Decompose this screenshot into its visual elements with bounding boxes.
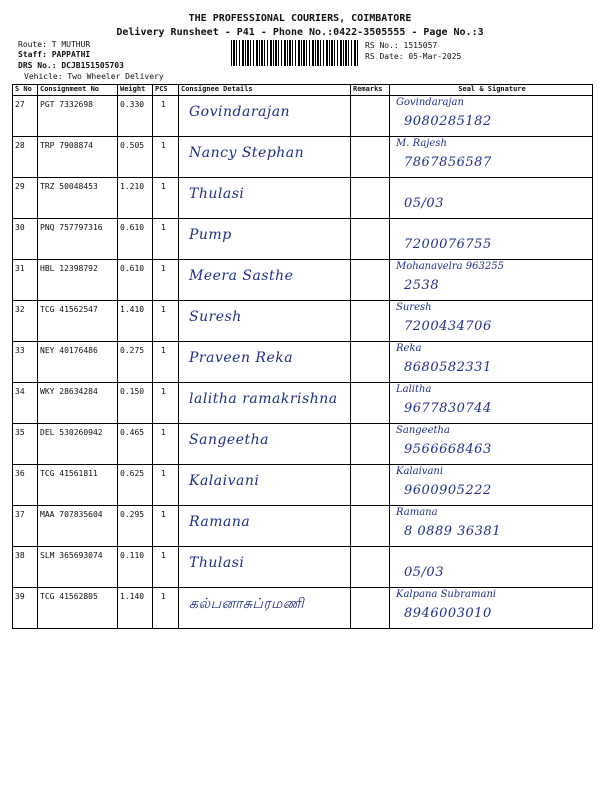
consignment-cell: PNQ 757797316 xyxy=(38,219,118,260)
pcs-cell: 1 xyxy=(153,301,179,342)
consignment-cell: NEY 40176486 xyxy=(38,342,118,383)
remarks-cell xyxy=(351,260,390,301)
sno-cell: 34 xyxy=(13,383,38,424)
signature-phone: 8680582331 xyxy=(404,360,492,375)
remarks-cell xyxy=(351,96,390,137)
consignee-name: Nancy Stephan xyxy=(189,145,305,161)
pcs-cell: 1 xyxy=(153,342,179,383)
pcs-cell: 1 xyxy=(153,96,179,137)
signature-text: M. Rajesh xyxy=(396,138,447,149)
consignment-cell: TCG 41562805 xyxy=(38,588,118,629)
table-row xyxy=(13,342,593,383)
signature-text: Lalitha xyxy=(396,384,432,395)
col-seal-signature: Seal & Signature xyxy=(390,85,593,96)
col-sno: S No xyxy=(13,85,38,96)
consignee-name: Thulasi xyxy=(189,555,245,571)
signature-text: Suresh xyxy=(396,302,432,313)
sno-cell: 27 xyxy=(13,96,38,137)
consignment-cell: PGT 7332698 xyxy=(38,96,118,137)
signature-cell xyxy=(390,219,593,260)
signature-phone: 05/03 xyxy=(404,565,444,580)
sno-cell: 29 xyxy=(13,178,38,219)
sno-cell: 38 xyxy=(13,547,38,588)
sno-cell: 37 xyxy=(13,506,38,547)
signature-cell xyxy=(390,547,593,588)
signature-cell xyxy=(390,465,593,506)
pcs-cell: 1 xyxy=(153,547,179,588)
signature-text: Kalaivani xyxy=(396,466,444,477)
consignee-name: Kalaivani xyxy=(189,473,260,489)
consignee-cell xyxy=(179,424,351,465)
consignee-cell xyxy=(179,547,351,588)
signature-cell xyxy=(390,178,593,219)
consignee-cell xyxy=(179,342,351,383)
table-body xyxy=(13,96,593,629)
rs-date: RS Date: 05-Mar-2025 xyxy=(365,52,462,61)
remarks-cell xyxy=(351,424,390,465)
sno-cell: 35 xyxy=(13,424,38,465)
sno-cell: 31 xyxy=(13,260,38,301)
consignment-cell: TCG 41561811 xyxy=(38,465,118,506)
table-row xyxy=(13,260,593,301)
signature-text: Kalpana Subramani xyxy=(396,589,497,600)
sno-cell: 39 xyxy=(13,588,38,629)
remarks-cell xyxy=(351,506,390,547)
staff-label: Staff: PAPPATHI xyxy=(18,50,91,59)
weight-cell: 0.625 xyxy=(118,465,153,506)
consignee-name: கல்பனாசுப்ரமணி xyxy=(189,596,305,612)
consignee-name: Thulasi xyxy=(189,186,245,202)
consignment-cell: TRP 7908874 xyxy=(38,137,118,178)
signature-phone: 2538 xyxy=(404,278,440,293)
weight-cell: 0.295 xyxy=(118,506,153,547)
remarks-cell xyxy=(351,465,390,506)
sno-cell: 28 xyxy=(13,137,38,178)
runsheet-table xyxy=(12,84,593,629)
vehicle-label: Vehicle: Two Wheeler Delivery xyxy=(24,72,164,81)
signature-cell xyxy=(390,301,593,342)
signature-text: Ramana xyxy=(396,507,438,518)
col-remarks: Remarks xyxy=(351,85,390,96)
consignee-cell xyxy=(179,465,351,506)
table-row xyxy=(13,96,593,137)
signature-text: Govindarajan xyxy=(396,97,464,108)
signature-phone: 8 0889 36381 xyxy=(404,524,501,539)
signature-cell xyxy=(390,96,593,137)
weight-cell: 1.210 xyxy=(118,178,153,219)
weight-cell: 0.610 xyxy=(118,260,153,301)
consignee-cell xyxy=(179,137,351,178)
consignee-cell xyxy=(179,301,351,342)
remarks-cell xyxy=(351,301,390,342)
pcs-cell: 1 xyxy=(153,178,179,219)
signature-text: Sangeetha xyxy=(396,425,450,436)
table-row xyxy=(13,424,593,465)
consignee-name: Pump xyxy=(189,227,232,243)
pcs-cell: 1 xyxy=(153,383,179,424)
pcs-cell: 1 xyxy=(153,137,179,178)
barcode xyxy=(231,40,359,66)
col-pcs: PCS xyxy=(153,85,179,96)
signature-text: Reka xyxy=(396,343,422,354)
pcs-cell: 1 xyxy=(153,465,179,506)
weight-cell: 0.110 xyxy=(118,547,153,588)
signature-cell xyxy=(390,588,593,629)
signature-cell xyxy=(390,506,593,547)
consignee-name: Meera Sasthe xyxy=(189,268,294,284)
route-label: Route: T MUTHUR xyxy=(18,40,91,49)
signature-phone: 9080285182 xyxy=(404,114,492,129)
signature-phone: 9600905222 xyxy=(404,483,492,498)
remarks-cell xyxy=(351,383,390,424)
rs-number: RS No.: 1515057 xyxy=(365,41,438,50)
weight-cell: 0.330 xyxy=(118,96,153,137)
remarks-cell xyxy=(351,178,390,219)
sno-cell: 30 xyxy=(13,219,38,260)
drs-label: DRS No.: DCJB151505703 xyxy=(18,61,124,70)
signature-cell xyxy=(390,383,593,424)
signature-phone: 9677830744 xyxy=(404,401,492,416)
remarks-cell xyxy=(351,588,390,629)
table-row xyxy=(13,383,593,424)
consignment-cell: DEL 530260942 xyxy=(38,424,118,465)
consignee-name: lalitha ramakrishna xyxy=(189,391,338,407)
remarks-cell xyxy=(351,342,390,383)
consignment-cell: SLM 365693074 xyxy=(38,547,118,588)
col-consignment-no: Consignment No xyxy=(38,85,118,96)
table-row xyxy=(13,465,593,506)
weight-cell: 1.410 xyxy=(118,301,153,342)
signature-phone: 9566668463 xyxy=(404,442,492,457)
consignment-cell: TRZ 50048453 xyxy=(38,178,118,219)
consignee-cell xyxy=(179,219,351,260)
table-row xyxy=(13,219,593,260)
table-row xyxy=(13,137,593,178)
signature-phone: 7200434706 xyxy=(404,319,492,334)
signature-cell xyxy=(390,260,593,301)
remarks-cell xyxy=(351,547,390,588)
weight-cell: 1.140 xyxy=(118,588,153,629)
sno-cell: 33 xyxy=(13,342,38,383)
table-row xyxy=(13,301,593,342)
pcs-cell: 1 xyxy=(153,506,179,547)
company-title: THE PROFESSIONAL COURIERS, COIMBATORE xyxy=(188,13,412,24)
consignee-name: Suresh xyxy=(189,309,242,325)
weight-cell: 0.610 xyxy=(118,219,153,260)
consignee-name: Sangeetha xyxy=(189,432,269,448)
col-consignee-details: Consignee Details xyxy=(179,85,351,96)
remarks-cell xyxy=(351,137,390,178)
col-weight: Weight xyxy=(118,85,153,96)
consignee-cell xyxy=(179,96,351,137)
pcs-cell: 1 xyxy=(153,588,179,629)
signature-phone: 8946003010 xyxy=(404,606,492,621)
consignee-cell xyxy=(179,506,351,547)
consignment-cell: MAA 707835604 xyxy=(38,506,118,547)
weight-cell: 0.505 xyxy=(118,137,153,178)
remarks-cell xyxy=(351,219,390,260)
table-row xyxy=(13,588,593,629)
weight-cell: 0.465 xyxy=(118,424,153,465)
consignee-name: Praveen Reka xyxy=(189,350,294,366)
consignment-cell: HBL 12398792 xyxy=(38,260,118,301)
runsheet-title: Delivery Runsheet - P41 - Phone No.:0422-3505555 - Page No.:3 xyxy=(116,27,484,38)
table-row xyxy=(13,178,593,219)
pcs-cell: 1 xyxy=(153,219,179,260)
consignee-cell xyxy=(179,383,351,424)
signature-cell xyxy=(390,424,593,465)
consignee-name: Ramana xyxy=(189,514,251,530)
consignee-cell xyxy=(179,588,351,629)
table-header-row xyxy=(13,85,593,96)
consignee-cell xyxy=(179,178,351,219)
sno-cell: 36 xyxy=(13,465,38,506)
signature-cell xyxy=(390,137,593,178)
signature-phone: 05/03 xyxy=(404,196,444,211)
consignment-cell: TCG 41562547 xyxy=(38,301,118,342)
pcs-cell: 1 xyxy=(153,424,179,465)
signature-phone: 7867856587 xyxy=(404,155,492,170)
consignee-name: Govindarajan xyxy=(189,104,291,120)
pcs-cell: 1 xyxy=(153,260,179,301)
consignee-cell xyxy=(179,260,351,301)
weight-cell: 0.275 xyxy=(118,342,153,383)
consignment-cell: WKY 28634284 xyxy=(38,383,118,424)
signature-phone: 7200076755 xyxy=(404,237,492,252)
table-row xyxy=(13,547,593,588)
signature-cell xyxy=(390,342,593,383)
weight-cell: 0.150 xyxy=(118,383,153,424)
signature-text: Mohanavelra 963255 xyxy=(396,261,504,272)
sno-cell: 32 xyxy=(13,301,38,342)
table-row xyxy=(13,506,593,547)
